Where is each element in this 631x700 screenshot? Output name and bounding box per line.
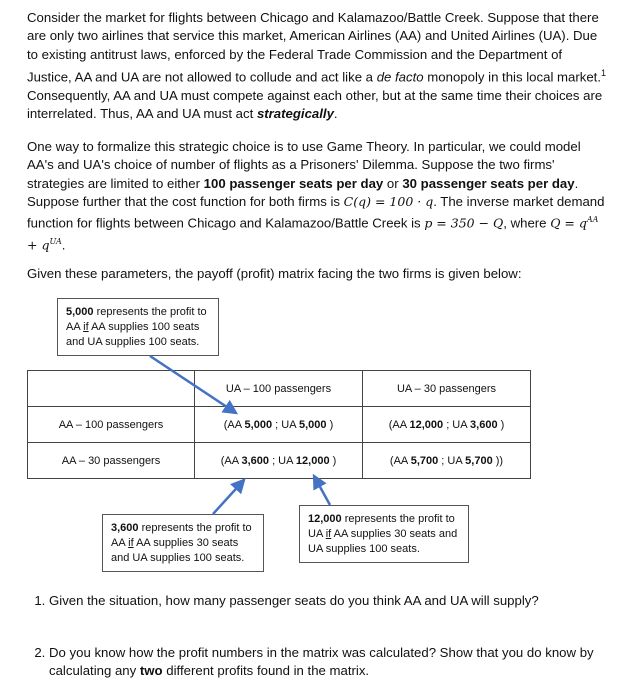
payoff-cell: (AA 3,600 ; UA 12,000 )	[195, 443, 363, 479]
question-2: 2. Do you know how the profit numbers in the matrix was calculated? Show that you do know by calculating any two different profits found in the matrix.	[27, 644, 629, 681]
arrow-icon	[213, 480, 244, 514]
matrix-intro: Given these parameters, the payoff (profit) matrix facing the two firms is given below:	[27, 266, 522, 281]
payoff-cell: (AA 12,000 ; UA 3,600 )	[363, 407, 531, 443]
intro-paragraph: Consider the market for flights between Chicago and Kalamazoo/Battle Creek. Suppose that there are only two airlines that service this market, American Airlines (AA) and United Airlines (UA). Due to existing antitrust laws, enforced by the Federal Trade Commission and the Department of Justice, AA and UA are not allowed to collude and act like a de facto monopoly in this local market.$^1$ Consequently, AA and UA must compete against each other, but at the same time their choices are interrelated. Thus, AA and UA must act strategically.	[27, 10, 607, 121]
payoff-cell: (AA 5,000 ; UA 5,000 )	[195, 407, 363, 443]
callout-ua-12000: 12,000 represents the profit to UA if AA supplies 30 seats and UA supplies 100 seats.	[299, 505, 469, 563]
callout-aa-5000: 5,000 represents the profit to AA if AA supplies 100 seats and UA supplies 100 seats.	[57, 298, 219, 356]
game-theory-paragraph: One way to formalize this strategic choice is to use Game Theory. In particular, we could model AA's and UA's choice of number of flights as a Prisoners' Dilemma. Suppose the two firms' strategies are limited to either 100 passenger seats per day or 30 passenger seats per day. Suppose further that the cost function for both firms is C(q) = 100 · q. The inverse market demand function for flights between Chicago and Kalamazoo/Battle Creek is p = 350 − Q, where $Q = q^{AA} + q^{UA}$.	[27, 139, 605, 253]
row-header: AA – 30 passengers	[28, 443, 195, 479]
arrow-icon	[150, 356, 236, 413]
payoff-cell: (AA 5,700 ; UA 5,700 ))	[363, 443, 531, 479]
row-header: AA – 100 passengers	[28, 407, 195, 443]
callout-aa-3600: 3,600 represents the profit to AA if AA supplies 30 seats and UA supplies 100 seats.	[102, 514, 264, 572]
arrow-icon	[314, 476, 330, 505]
col-header: UA – 30 passengers	[363, 371, 531, 407]
question-1: 1. Given the situation, how many passenger seats do you think AA and UA will supply?	[27, 592, 629, 610]
col-header: UA – 100 passengers	[195, 371, 363, 407]
